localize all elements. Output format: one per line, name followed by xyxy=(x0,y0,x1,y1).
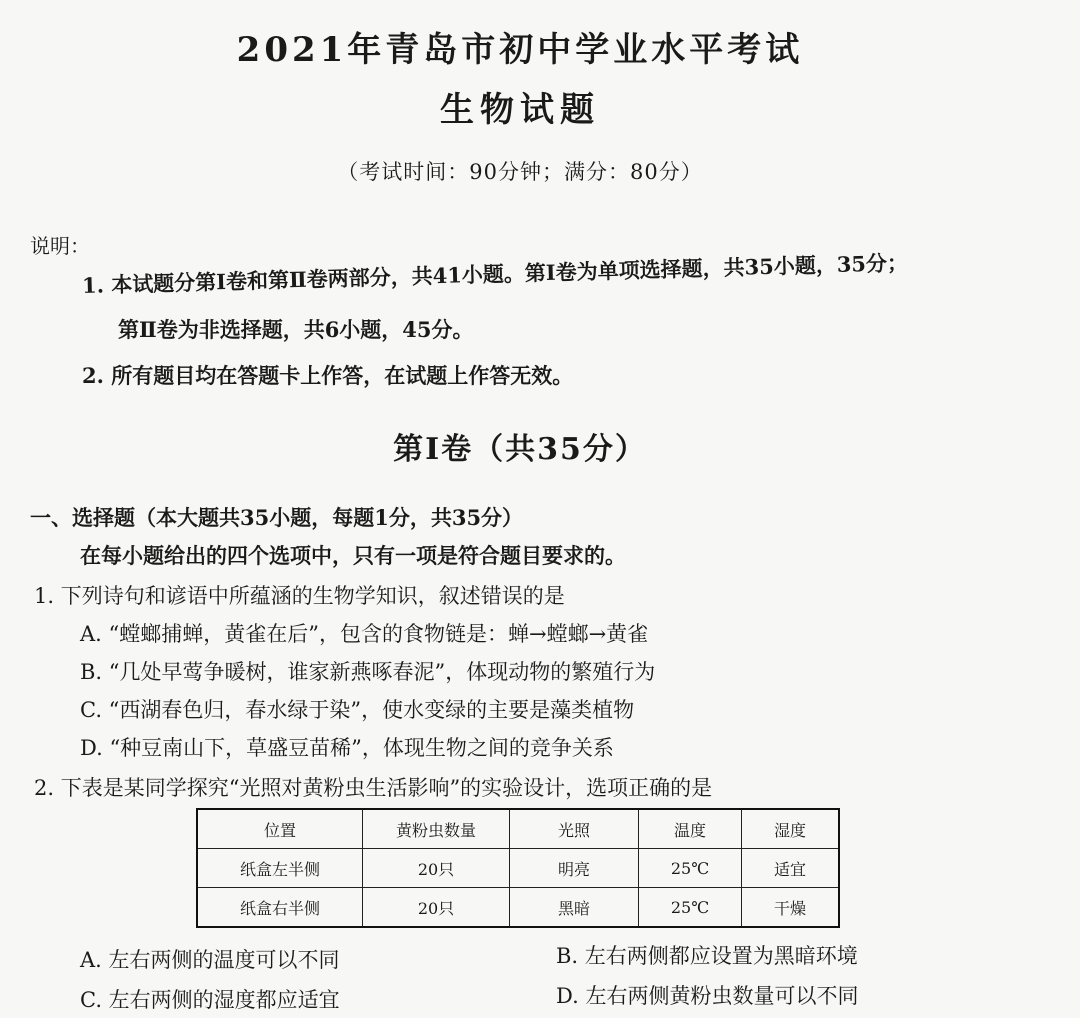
notes-label: 说明： xyxy=(30,234,90,258)
table-row xyxy=(197,849,839,888)
table-cell: 25℃ xyxy=(639,849,742,888)
table-cell: 干燥 xyxy=(742,888,840,928)
exam-info: （考试时间：90分钟；满分：80分） xyxy=(337,160,703,184)
question-1-option-a: A. “螳螂捕蝉，黄雀在后”，包含的食物链是：蝉→螳螂→黄雀 xyxy=(80,622,649,646)
table-cell: 纸盒右半侧 xyxy=(197,888,363,928)
experiment-table xyxy=(196,808,840,928)
table-cell: 20只 xyxy=(363,849,510,888)
table-row xyxy=(197,888,839,928)
question-1-option-d: D. “种豆南山下，草盛豆苗稀”，体现生物之间的竞争关系 xyxy=(80,736,614,760)
table-header-cell: 位置 xyxy=(197,809,363,849)
table-header-cell: 湿度 xyxy=(742,809,840,849)
table-cell: 适宜 xyxy=(742,849,840,888)
table-cell: 20只 xyxy=(363,888,510,928)
note-item-2: 2. 所有题目均在答题卡上作答，在试题上作答无效。 xyxy=(82,363,574,388)
table-header-cell: 光照 xyxy=(510,809,639,849)
table-cell: 明亮 xyxy=(510,849,639,888)
note-item-1-continued: 第Ⅱ卷为非选择题，共6小题，45分。 xyxy=(118,317,474,342)
table-cell: 25℃ xyxy=(639,888,742,928)
question-1-option-b: B. “几处早莺争暖树，谁家新燕啄春泥”，体现动物的繁殖行为 xyxy=(80,660,656,684)
question-2-option-a: A. 左右两侧的温度可以不同 xyxy=(80,948,340,972)
section-title: 一、选择题（本大题共35小题，每题1分，共35分） xyxy=(30,505,524,530)
question-1-option-c: C. “西湖春色归，春水绿于染”，使水变绿的主要是藻类植物 xyxy=(80,698,635,722)
question-1-stem: 1. 下列诗句和谚语中所蕴涵的生物学知识，叙述错误的是 xyxy=(34,584,565,608)
subject-title: 生物试题 xyxy=(440,90,600,130)
table-header-row xyxy=(197,809,839,849)
note-item-1: 1. 本试题分第Ⅰ卷和第Ⅱ卷两部分，共41小题。第Ⅰ卷为单项选择题，共35小题，35分； xyxy=(81,249,909,298)
table-cell: 纸盒左半侧 xyxy=(197,849,363,888)
question-2-stem: 2. 下表是某同学探究“光照对黄粉虫生活影响”的实验设计，选项正确的是 xyxy=(34,776,713,800)
question-2-option-c: C. 左右两侧的湿度都应适宜 xyxy=(80,988,340,1012)
volume-title: 第Ⅰ卷（共35分） xyxy=(393,432,647,467)
exam-title: 2021年青岛市初中学业水平考试 xyxy=(236,30,804,70)
question-2-option-d: D. 左右两侧黄粉虫数量可以不同 xyxy=(556,984,859,1008)
question-2-option-b: B. 左右两侧都应设置为黑暗环境 xyxy=(556,944,858,968)
table-cell: 黑暗 xyxy=(510,888,639,928)
section-instruction: 在每小题给出的四个选项中，只有一项是符合题目要求的。 xyxy=(80,543,626,568)
table-header-cell: 温度 xyxy=(639,809,742,849)
table-header-cell: 黄粉虫数量 xyxy=(363,809,510,849)
